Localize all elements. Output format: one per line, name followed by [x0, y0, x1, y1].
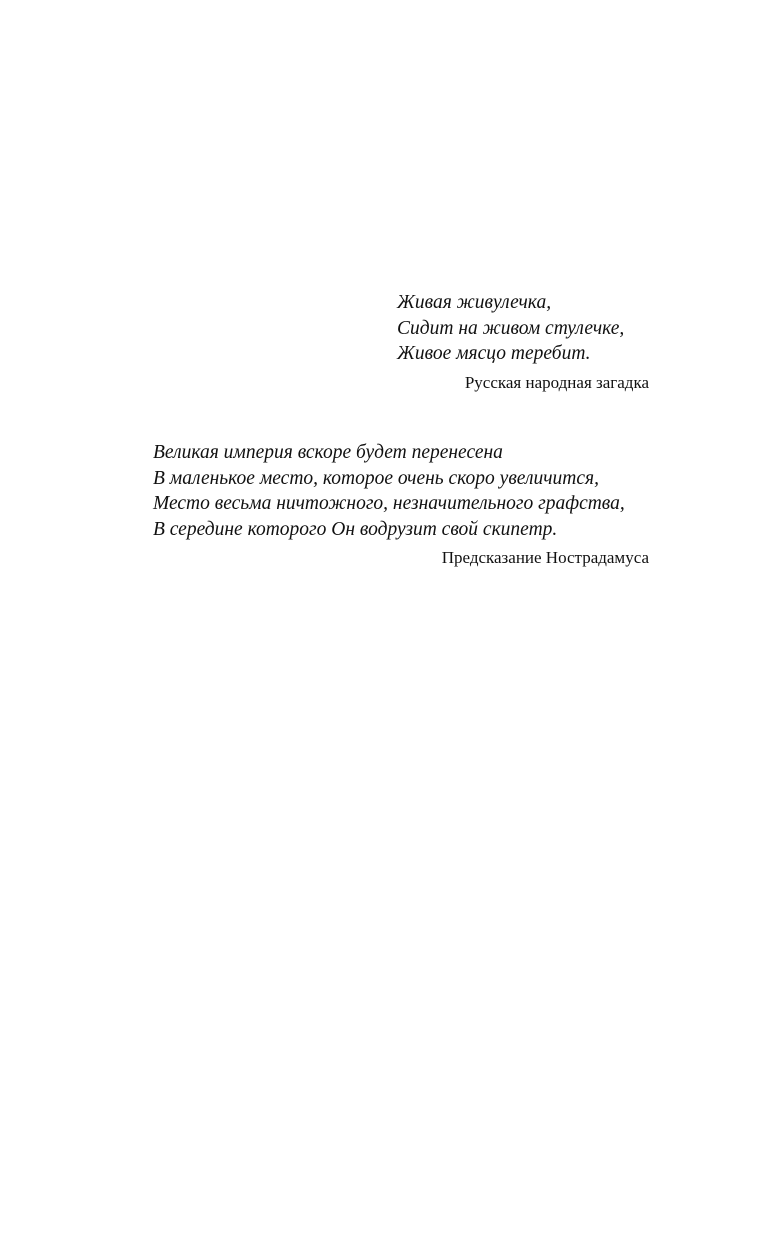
- verse-line: Живая живулечка,: [397, 292, 552, 313]
- verse-line: Великая империя вскоре будет перенесена: [153, 442, 503, 463]
- verse-line: Место весьма ничтожного, незначительного графства,: [153, 493, 625, 514]
- epigraph-folk-riddle: [397, 290, 649, 394]
- verse-line: Сидит на живом стулечке,: [397, 317, 625, 339]
- epigraph-nostradamus: [153, 440, 649, 569]
- verse-line: В середине которого Он водрузит свой скипетр.: [153, 518, 558, 540]
- verse-line: Живое мясцо теребит.: [397, 343, 591, 364]
- verse-line: В маленькое место, которое очень скоро увеличится,: [153, 467, 599, 489]
- epigraph-attribution: Русская народная загадка: [464, 372, 649, 392]
- epigraph-attribution: Предсказание Нострадамуса: [441, 548, 649, 567]
